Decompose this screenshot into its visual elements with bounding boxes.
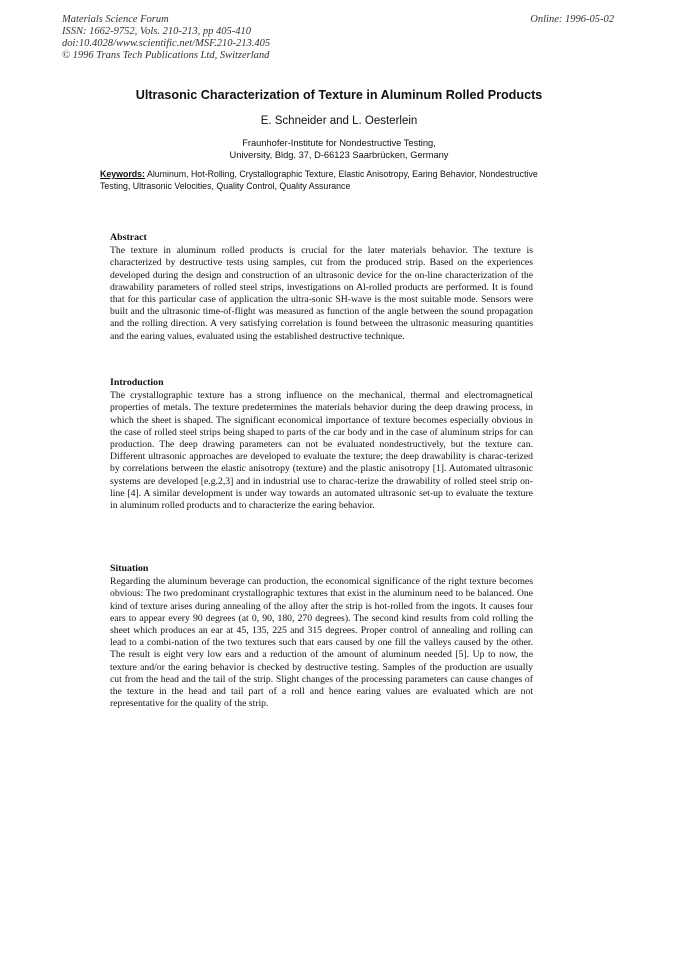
situation-section — [110, 563, 533, 710]
introduction-body: The crystallographic texture has a strong influence on the mechanical, thermal and electromagnetical properties of metals. The texture predetermines the materials behavior during the deep drawing process, in which the sheet is shaped. The significant economical importance of texture becomes especially obvious in the case of rolled steel strips being shaped to parts of the car body and in the case of aluminum strips for can production. The deep drawing parameters can not be evaluated nondestructively, but the texture can. Different ultrasonic approaches are developed to evaluate the texture; the deep drawability is charac-terized by correlations between the elastic anisotropy (texture) and the plastic anisotropy [1]. Automated ultrasonic systems are developed [e.g.2,3] and in industrial use to charac-terize the drawability of rolled steel strip on-line [4]. A similar development is under way towards an automated ultrasonic set-up to evaluate the texture in aluminum rolled products and to characterize the earing behavior. — [110, 390, 533, 512]
introduction-heading: Introduction — [110, 377, 164, 388]
copyright-line: © 1996 Trans Tech Publications Ltd, Switzerland — [62, 50, 270, 61]
online-date: Online: 1996-05-02 — [530, 14, 614, 25]
abstract-heading: Abstract — [110, 232, 147, 243]
affiliation — [0, 137, 678, 161]
keywords-block — [100, 168, 550, 192]
paper-title: Ultrasonic Characterization of Texture in Aluminum Rolled Products — [135, 88, 543, 102]
keywords-list: Aluminum, Hot-Rolling, Crystallographic Texture, Elastic Anisotropy, Earing Behavior, Nondestructive Testing, Ultrasonic Velocities, Quality Control, Quality Assurance — [100, 169, 538, 191]
situation-body: Regarding the aluminum beverage can production, the economical significance of the right texture becomes obvious: The two predominant crystallographic textures that exist in the aluminum need to be balanced. One kind of texture arises during annealing of the alloy after the strip is hot-rolled from the ingots. It causes four ears to appear every 90 degrees (at 0, 90, 180, 270 degrees). The second kind results from cold rolling the sheet which produces an ear at 45, 135, 225 and 315 degrees. Proper control of annealing and rolling can lead to a combi-nation of the two textures such that ears caused by one fill the valleys caused by the other. The result is eight very low ears and a reduction of the amount of aluminum needed [5]. Up to now, the texture and/or the earing behavior is checked by destructive testing. Samples of the production are usually cut from the head and the tail of the strip. Slight changes of the processing parameters can cause changes of the texture in the head and tail part of a roll and hence earing values are evaluated which are not representative for the quality of the strip. — [110, 576, 533, 710]
abstract-section — [110, 232, 533, 343]
doi-line: doi:10.4028/www.scientific.net/MSF.210-213.405 — [62, 38, 271, 49]
affiliation-line-1: Fraunhofer-Institute for Nondestructive Testing, — [242, 138, 436, 148]
journal-header — [62, 14, 270, 62]
situation-heading: Situation — [110, 563, 149, 574]
introduction-section — [110, 377, 533, 512]
paper-authors: E. Schneider and L. Oesterlein — [260, 115, 418, 127]
journal-name: Materials Science Forum — [62, 14, 169, 25]
keywords-label: Keywords: — [100, 169, 145, 179]
abstract-body: The texture in aluminum rolled products is crucial for the later materials behavior. The texture is characterized by destructive tests using samples, cut from the produced strip. Based on the experiences developed during the design and construction of an ultrasonic device for the on-line characterization of the drawability parameters of rolled steel strips, investigations on Al-rolled products are performed. It is found that for this particular case of application the ultra-sonic SH-wave is the most suitable mode. Sensors were built and the ultrasonic time-of-flight was measured as function of the angle between the sound propagation and the rolling direction. A very satisfying correlation is found between the ultrasonic measuring quantities and the earing values, evaluated using the established destructive technique. — [110, 245, 533, 342]
affiliation-line-2: University, Bldg. 37, D-66123 Saarbrücken, Germany — [229, 150, 449, 160]
issn-line: ISSN: 1662-9752, Vols. 210-213, pp 405-410 — [62, 26, 251, 37]
